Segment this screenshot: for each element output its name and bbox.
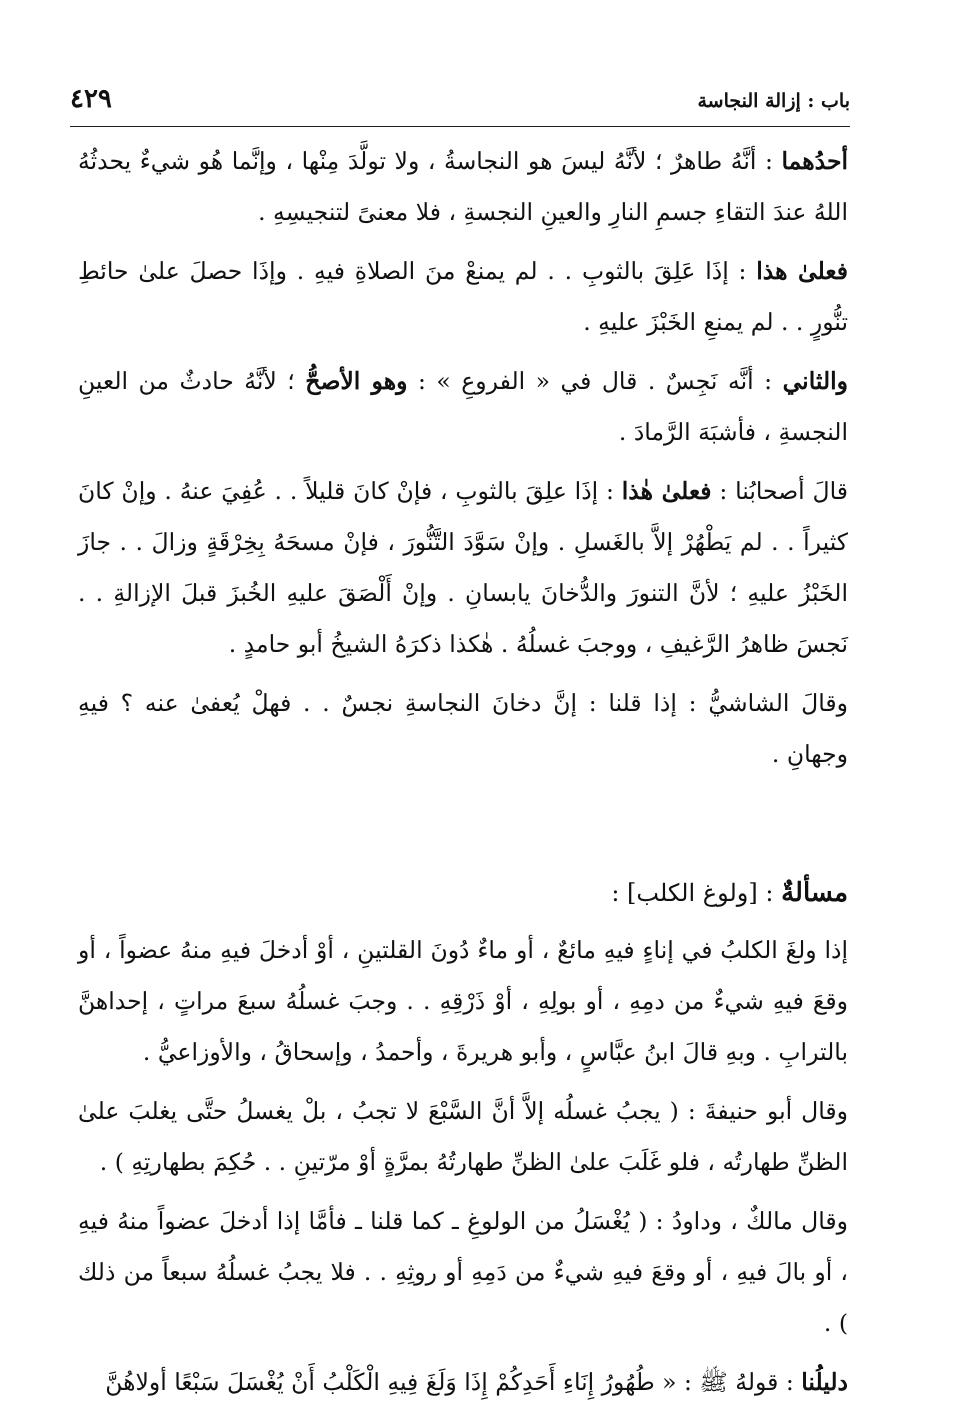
header-rule xyxy=(70,126,850,127)
paragraph-text: : أنَّهُ طاهرٌ ؛ لأنَّهُ ليسَ هو النجاسةُ ، ولا تولَّدَ مِنْها ، وإنَّما هُو شيءٌ يحدثُهُ اللهُ عندَ التقاءِ جسمِ النارِ والعينِ النجسةِ ، فلا معنىً لتنجيسِهِ . xyxy=(78,147,848,226)
paragraph-text: وقال أبو حنيفةَ : ( يجبُ غسلُه إلاَّ أنَّ السَّبْعَ لا تجبُ ، بلْ يغسلُ حتَّى يغلبَ علىٰ الظنِّ طهارتُه ، فلو غَلَبَ علىٰ الظنِّ طهارتُهُ بمرَّةٍ أوْ مرّتينِ . . حُكِمَ بطهارتِهِ ) . xyxy=(78,1097,848,1176)
paragraph-lead: دليلُنا xyxy=(801,1368,848,1396)
paragraph-text: : قولهُ ﷺ : « طُهُورُ إِنَاءِ أَحَدِكُمْ إِذَا وَلَغَ فِيهِ الْكَلْبُ أَنْ يُغْسَلَ سَبْعًا أولاهُنَّ xyxy=(105,1368,802,1396)
paragraph xyxy=(78,1086,848,1188)
paragraph-text: قالَ أصحابُنا : xyxy=(711,477,848,505)
paragraph xyxy=(78,1196,848,1349)
paragraph-text: إذا ولغَ الكلبُ في إناءٍ فيهِ مائعٌ ، أو ماءٌ دُونَ القلتينِ ، أوْ أدخلَ فيهِ منهُ عضواً ، أو وقعَ فيهِ شيءٌ من دمِهِ ، أو بولِهِ ، أوْ ذَرْقِهِ . . وجبَ غسلُهُ سبعَ مراتٍ ، إحداهنَّ بالترابِ . وبهِ قالَ ابنُ عبَّاسٍ ، وأبو هريرةَ ، وأحمدُ ، وإسحاقُ ، والأوزاعيُّ . xyxy=(78,936,848,1066)
chapter-title: باب : إزالة النجاسة xyxy=(697,90,850,112)
page-body xyxy=(78,136,848,1416)
paragraph-text: : أنَّه نَجِسٌ . قال في « الفروعِ » : xyxy=(407,367,783,395)
paragraph-lead: والثاني xyxy=(782,367,848,395)
paragraph-text: : إذَا عَلِقَ بالثوبِ . . لم يمنعْ منَ الصلاةِ فيهِ . وإذَا حصلَ علىٰ حائطِ تنُّورٍ . . لم يمنعِ الخَبْزَ عليهِ . xyxy=(78,257,848,336)
paragraph xyxy=(78,136,848,238)
page-number: ٤٢٩ xyxy=(70,84,112,114)
masala-title: : [ولوغ الكلب] : xyxy=(611,879,782,907)
paragraph xyxy=(78,1357,848,1408)
paragraph-emphasis: فعلىٰ هٰذا xyxy=(621,477,712,505)
paragraph xyxy=(78,356,848,458)
paragraph xyxy=(78,925,848,1078)
paragraph-tail: : إذَا علِقَ بالثوبِ ، فإنْ كانَ قليلاً . . عُفِيَ عنهُ . وإنْ كانَ كثيراً . . لم يَطْهُرْ إلاَّ بالغَسلِ . وإنْ سَوَّدَ التَّنُّورَ ، فإنْ مسحَهُ بِخِرْقَةٍ وزالَ . . جازَ الخَبْزُ عليهِ ؛ لأنَّ التنورَ والدُّخانَ يابسانِ . وإنْ أَلْصَقَ عليهِ الخُبزَ قبلَ الإزالةِ . . نَجسَ ظاهرُ الرَّغيفِ ، ووجبَ غسلُهُ . هٰكذا ذكرَهُ الشيخُ أبو حامدٍ . xyxy=(78,477,848,658)
page-header xyxy=(70,80,850,124)
paragraph-text: وقال مالكٌ ، وداودُ : ( يُغْسَلُ من الولوغِ ـ كما قلنا ـ فأمَّا إذا أدخلَ عضواً منهُ فيهِ ، أو بالَ فيهِ ، أو وقعَ فيهِ شيءٌ من دَمِهِ أو روثِهِ . . فلا يجبُ غسلُهُ سبعاً من ذلك ) . xyxy=(78,1207,848,1337)
paragraph-lead: فعلىٰ هذا xyxy=(756,257,848,285)
paragraph xyxy=(78,246,848,348)
paragraph-emphasis: وهو الأصحُّ xyxy=(305,367,408,395)
paragraph-tail: ؛ لأنَّهُ حادثٌ من العينِ النجسةِ ، فأشبَهَ الرَّمادَ . xyxy=(78,367,848,446)
section-gap xyxy=(78,788,848,868)
paragraph-text: وقالَ الشاشيُّ : إذا قلنا : إنَّ دخانَ النجاسةِ نجسٌ . . فهلْ يُعفىٰ عنه ؟ فيهِ وجهانِ . xyxy=(78,689,848,768)
paragraph xyxy=(78,678,848,780)
masala-heading xyxy=(78,868,848,919)
paragraph xyxy=(78,466,848,670)
paragraph-lead: أحدُهما xyxy=(781,147,848,175)
masala-label: مسألةٌ xyxy=(781,878,848,908)
